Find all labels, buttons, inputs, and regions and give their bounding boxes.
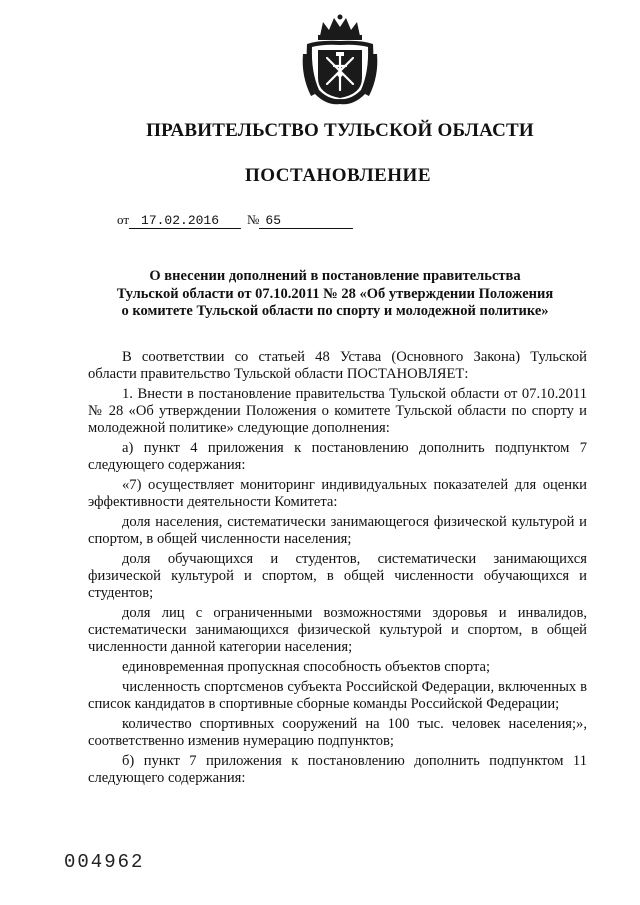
number-label: №	[247, 212, 260, 227]
document-body	[88, 349, 587, 790]
coat-of-arms-icon	[301, 14, 379, 106]
document-type: ПОСТАНОВЛЕНИЕ	[244, 165, 432, 186]
body-paragraph: В соответствии со статьей 48 Устава (Основного Закона) Тульской области правительство Тульской области ПОСТАНОВЛЯЕТ:	[88, 349, 587, 382]
body-paragraph: доля лиц с ограниченными возможностями здоровья и инвалидов, систематически занимающихся физической культурой и спортом, в общей численности данной категории населения;	[88, 605, 587, 655]
date-number-line	[117, 212, 353, 229]
document-number: 65	[259, 214, 353, 229]
subject-line: О внесении дополнений в постановление правительства	[149, 268, 521, 284]
document-subject	[100, 268, 570, 321]
body-paragraph: доля обучающихся и студентов, систематически занимающихся физической культурой и спортом, в общей численности обучающихся и студентов;	[88, 551, 587, 601]
serial-number-stamp: 004962	[64, 851, 145, 873]
body-paragraph: численность спортсменов субъекта Российской Федерации, включенных в список кандидатов в спортивные сборные команды Российской Федерации;	[88, 679, 587, 712]
document-date: 17.02.2016	[129, 214, 241, 229]
body-paragraph: «7) осуществляет мониторинг индивидуальных показателей для оценки эффективности деятельности Комитета:	[88, 477, 587, 510]
date-from-label: от	[117, 212, 130, 227]
body-paragraph: количество спортивных сооружений на 100 тыс. человек населения;», соответственно изменив нумерацию подпунктов;	[88, 716, 587, 749]
subject-line: о комитете Тульской области по спорту и молодежной политике»	[121, 303, 549, 319]
body-paragraph: б) пункт 7 приложения к постановлению дополнить подпунктом 11 следующего содержания:	[88, 753, 587, 786]
body-paragraph: единовременная пропускная способность объектов спорта;	[122, 659, 491, 675]
government-title: ПРАВИТЕЛЬСТВО ТУЛЬСКОЙ ОБЛАСТИ	[146, 120, 534, 141]
subject-line: Тульской области от 07.10.2011 № 28 «Об утверждении Положения	[116, 285, 554, 302]
body-paragraph: а) пункт 4 приложения к постановлению дополнить подпунктом 7 следующего содержания:	[88, 440, 587, 473]
body-paragraph: 1. Внести в постановление правительства Тульской области от 07.10.2011 № 28 «Об утверждении Положения о комитете Тульской области по спорту и молодежной политике» следующие дополнения:	[88, 386, 587, 436]
body-paragraph: доля населения, систематически занимающегося физической культурой и спортом, в общей численности населения;	[88, 514, 587, 547]
